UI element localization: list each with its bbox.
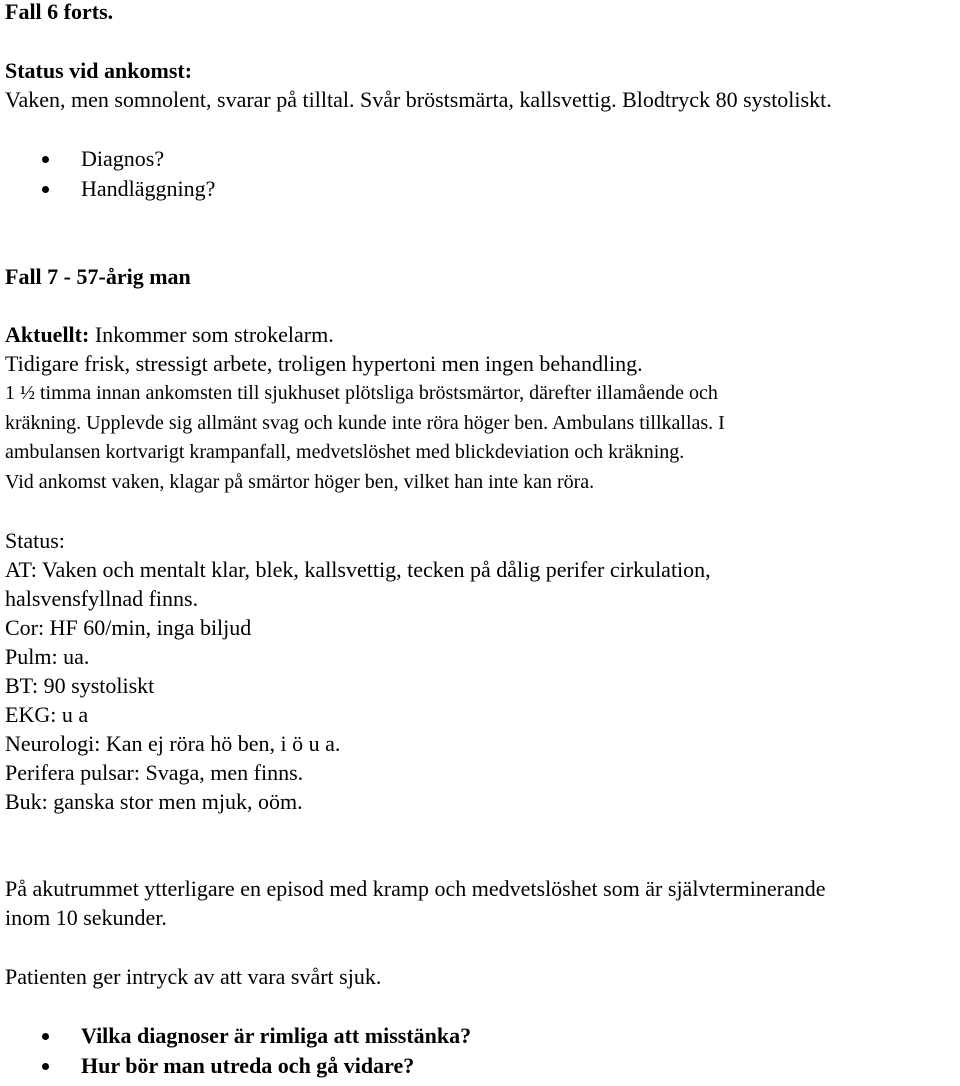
impression-text: Patienten ger intryck av att vara svårt sjuk. [5, 964, 382, 989]
status-line: AT: Vaken och mentalt klar, blek, kallsvettig, tecken på dålig perifer cirkulation, [5, 557, 711, 582]
history-line: kräkning. Upplevde sig allmänt svag och kunde inte röra höger ben. Ambulans tillkallas. I [5, 412, 725, 434]
status-label: Status: [5, 528, 65, 553]
history-line: ambulansen kortvarigt krampanfall, medvetslöshet med blickdeviation och kräkning. [5, 441, 685, 463]
status-line: Neurologi: Kan ej röra hö ben, i ö u a. [5, 731, 341, 756]
fall6-status-label: Status vid ankomst: [5, 58, 193, 83]
fall6-heading: Fall 6 forts. [5, 0, 114, 24]
fall7-heading: Fall 7 - 57-årig man [5, 264, 191, 289]
bullet-icon [42, 1033, 49, 1040]
bullet-icon [42, 186, 49, 193]
fall6-status-text: Vaken, men somnolent, svarar på tilltal. Svår bröstsmärta, kallsvettig. Blodtryck 80 systoliskt. [5, 87, 832, 112]
status-line: Perifera pulsar: Svaga, men finns. [5, 760, 304, 785]
status-line: halsvensfyllnad finns. [5, 586, 199, 611]
aktuellt-label: Aktuellt: [5, 322, 90, 347]
status-line: Pulm: ua. [5, 644, 90, 669]
aktuellt-text: Inkommer som strokelarm. [89, 322, 334, 347]
status-line: EKG: u a [5, 702, 89, 727]
fall7-aktuellt [5, 320, 334, 350]
status-line: BT: 90 systoliskt [5, 673, 155, 698]
bullet-icon [42, 1063, 49, 1070]
history-line: Tidigare frisk, stressigt arbete, troligen hypertoni men ingen behandling. [5, 351, 643, 376]
status-line: Cor: HF 60/min, inga biljud [5, 615, 252, 640]
history-line: 1 ½ timma innan ankomsten till sjukhuset plötsliga bröstsmärtor, därefter illamående och [5, 382, 718, 404]
bullet-icon [42, 156, 49, 163]
akut-line: inom 10 sekunder. [5, 905, 167, 930]
history-line: Vid ankomst vaken, klagar på smärtor höger ben, vilket han inte kan röra. [5, 471, 595, 493]
akut-line: På akutrummet ytterligare en episod med kramp och medvetslöshet som är självterminerande [5, 876, 826, 901]
status-line: Buk: ganska stor men mjuk, oöm. [5, 789, 303, 814]
